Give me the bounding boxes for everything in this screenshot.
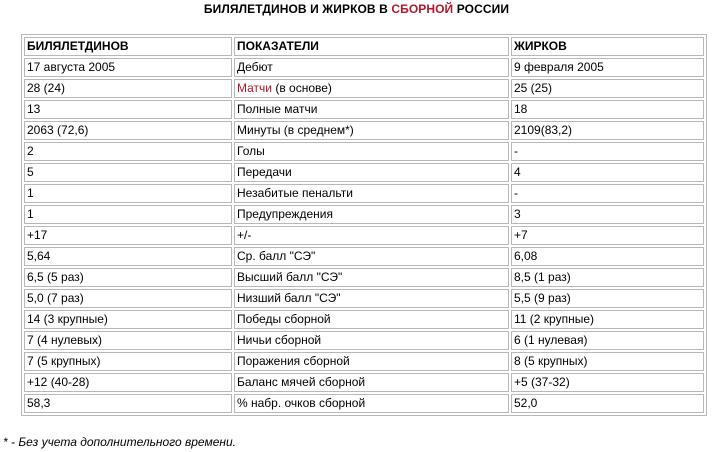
- cell-indicator: Ср. балл "СЭ": [234, 247, 509, 266]
- header-bilyaletdinov: БИЛЯЛЕТДИНОВ: [24, 37, 232, 56]
- cell-indicator: Победы сборной: [234, 310, 509, 329]
- table-row: [24, 394, 704, 413]
- cell-bilyaletdinov: +12 (40-28): [24, 373, 232, 392]
- cell-zhirkov: 11 (2 крупные): [511, 310, 704, 329]
- cell-indicator: Незабитые пенальти: [234, 184, 509, 203]
- table-row: [24, 184, 704, 203]
- cell-zhirkov: 25 (25): [511, 79, 704, 98]
- cell-bilyaletdinov: 5,0 (7 раз): [24, 289, 232, 308]
- cell-bilyaletdinov: +17: [24, 226, 232, 245]
- cell-bilyaletdinov: 58,3: [24, 394, 232, 413]
- header-indicators: ПОКАЗАТЕЛИ: [234, 37, 509, 56]
- cell-zhirkov: 2109(83,2): [511, 121, 704, 140]
- cell-indicator: Ничьи сборной: [234, 331, 509, 350]
- footnote: * - Без учета дополнительного времени.: [3, 435, 236, 449]
- matches-suffix: (в основе): [272, 81, 332, 95]
- cell-zhirkov: 5,5 (9 раз): [511, 289, 704, 308]
- cell-zhirkov: 52,0: [511, 394, 704, 413]
- table-row: [24, 331, 704, 350]
- cell-zhirkov: 8,5 (1 раз): [511, 268, 704, 287]
- table-row: [24, 121, 704, 140]
- table-row: [24, 310, 704, 329]
- comparison-table: [21, 34, 707, 416]
- cell-bilyaletdinov: 5: [24, 163, 232, 182]
- cell-zhirkov: 3: [511, 205, 704, 224]
- cell-zhirkov: +5 (37-32): [511, 373, 704, 392]
- table-row: [24, 142, 704, 161]
- table-row: [24, 352, 704, 371]
- cell-indicator: % набр. очков сборной: [234, 394, 509, 413]
- table-row: [24, 79, 704, 98]
- cell-bilyaletdinov: 14 (3 крупные): [24, 310, 232, 329]
- cell-indicator: Передачи: [234, 163, 509, 182]
- cell-bilyaletdinov: 28 (24): [24, 79, 232, 98]
- table-row: [24, 226, 704, 245]
- cell-bilyaletdinov: 13: [24, 100, 232, 119]
- cell-bilyaletdinov: 2063 (72,6): [24, 121, 232, 140]
- table-row: [24, 373, 704, 392]
- matches-link[interactable]: Матчи: [237, 81, 272, 95]
- cell-indicator: Низший балл "СЭ": [234, 289, 509, 308]
- cell-bilyaletdinov: 5,64: [24, 247, 232, 266]
- cell-zhirkov: -: [511, 142, 704, 161]
- cell-bilyaletdinov: 2: [24, 142, 232, 161]
- table-row: [24, 205, 704, 224]
- cell-indicator: [234, 79, 509, 98]
- table-row: [24, 163, 704, 182]
- cell-indicator: Дебют: [234, 58, 509, 77]
- table-row: [24, 289, 704, 308]
- cell-bilyaletdinov: 7 (5 крупных): [24, 352, 232, 371]
- cell-indicator: Поражения сборной: [234, 352, 509, 371]
- table-row: [24, 58, 704, 77]
- page-title: [0, 1, 713, 17]
- cell-zhirkov: +7: [511, 226, 704, 245]
- cell-zhirkov: 6,08: [511, 247, 704, 266]
- table-row: [24, 268, 704, 287]
- cell-indicator: Баланс мячей сборной: [234, 373, 509, 392]
- title-highlight: СБОРНОЙ: [391, 2, 454, 16]
- cell-zhirkov: 9 февраля 2005: [511, 58, 704, 77]
- cell-bilyaletdinov: 1: [24, 205, 232, 224]
- cell-bilyaletdinov: 7 (4 нулевых): [24, 331, 232, 350]
- cell-indicator: Высший балл "СЭ": [234, 268, 509, 287]
- cell-indicator: +/-: [234, 226, 509, 245]
- cell-bilyaletdinov: 1: [24, 184, 232, 203]
- cell-indicator: Полные матчи: [234, 100, 509, 119]
- table-row: [24, 247, 704, 266]
- cell-zhirkov: 6 (1 нулевая): [511, 331, 704, 350]
- table-row: [24, 100, 704, 119]
- cell-zhirkov: 8 (5 крупных): [511, 352, 704, 371]
- cell-zhirkov: -: [511, 184, 704, 203]
- cell-indicator: Минуты (в среднем*): [234, 121, 509, 140]
- header-zhirkov: ЖИРКОВ: [511, 37, 704, 56]
- cell-bilyaletdinov: 6,5 (5 раз): [24, 268, 232, 287]
- cell-zhirkov: 4: [511, 163, 704, 182]
- title-part-1: БИЛЯЛЕТДИНОВ И ЖИРКОВ В: [203, 2, 392, 16]
- cell-zhirkov: 18: [511, 100, 704, 119]
- cell-indicator: Голы: [234, 142, 509, 161]
- title-part-2: РОССИИ: [453, 2, 510, 16]
- cell-indicator: Предупреждения: [234, 205, 509, 224]
- cell-bilyaletdinov: 17 августа 2005: [24, 58, 232, 77]
- table-header-row: [24, 37, 704, 56]
